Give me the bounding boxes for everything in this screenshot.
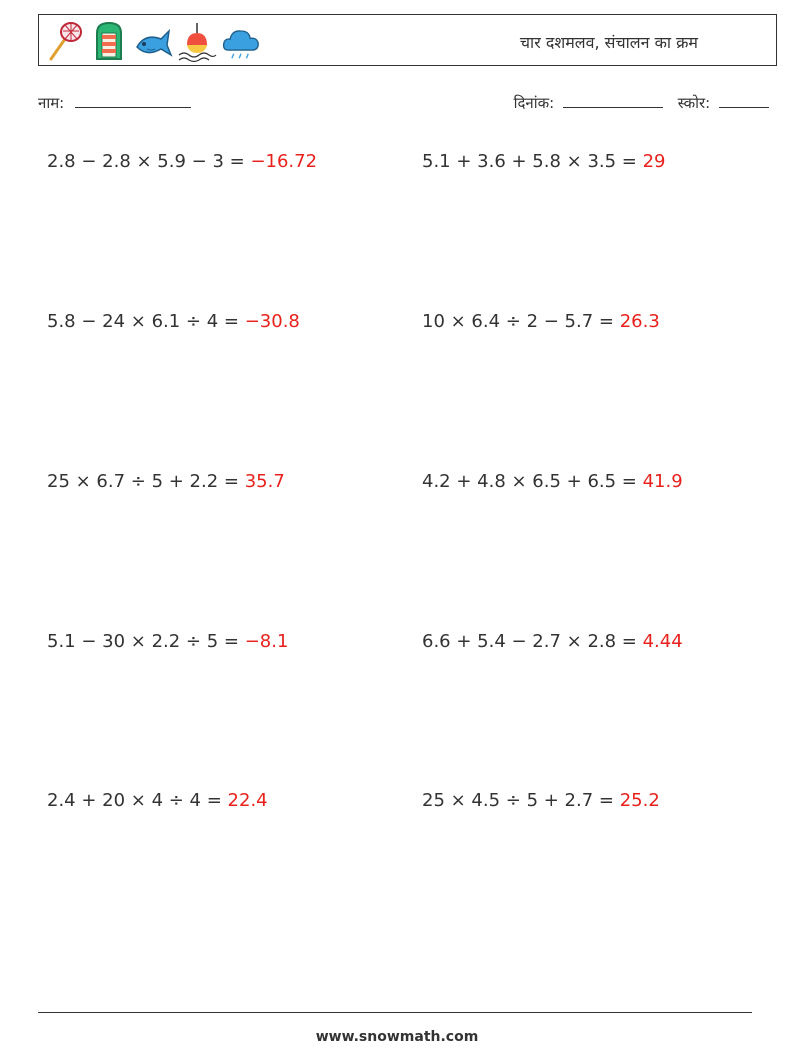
problem-answer: −30.8	[244, 311, 300, 332]
problem-answer: 26.3	[619, 311, 660, 332]
problem-answer: −16.72	[250, 151, 318, 172]
footer-site-link[interactable]: www.snowmath.com	[315, 1029, 479, 1045]
problem-expression: 4.2 + 4.8 × 6.5 + 6.5 =	[422, 471, 643, 492]
problem-answer: 4.44	[642, 631, 683, 652]
problem-answer: 35.7	[244, 471, 285, 492]
name-label: नाम:	[38, 94, 65, 112]
problem	[422, 631, 683, 652]
problem-expression: 10 × 6.4 ÷ 2 − 5.7 =	[422, 311, 620, 332]
problem-expression: 5.1 − 30 × 2.2 ÷ 5 =	[47, 631, 245, 652]
worksheet-title: चार दशमलव, संचालन का क्रम	[519, 33, 698, 52]
problem-expression: 2.4 + 20 × 4 ÷ 4 =	[47, 790, 228, 811]
problem-expression: 5.8 − 24 × 6.1 ÷ 4 =	[47, 311, 245, 332]
problem-expression: 5.1 + 3.6 + 5.8 × 3.5 =	[422, 151, 643, 172]
problem	[422, 790, 660, 811]
problem	[47, 151, 317, 172]
problem	[47, 631, 288, 652]
problem-answer: 29	[642, 151, 666, 172]
footer-divider	[38, 1012, 752, 1013]
problem-expression: 2.8 − 2.8 × 5.9 − 3 =	[47, 151, 251, 172]
problem-answer: 41.9	[642, 471, 683, 492]
problem-answer: −8.1	[244, 631, 289, 652]
problem	[47, 790, 268, 811]
problem-expression: 25 × 4.5 ÷ 5 + 2.7 =	[422, 790, 620, 811]
score-label: स्कोर:	[677, 94, 711, 112]
problem-answer: 22.4	[227, 790, 268, 811]
problem-expression: 25 × 6.7 ÷ 5 + 2.2 =	[47, 471, 245, 492]
date-label: दिनांक:	[513, 94, 555, 112]
problem	[422, 151, 666, 172]
problem	[422, 311, 660, 332]
problem	[47, 471, 285, 492]
problem-expression: 6.6 + 5.4 − 2.7 × 2.8 =	[422, 631, 643, 652]
problem	[422, 471, 683, 492]
problem-answer: 25.2	[619, 790, 660, 811]
problem	[47, 311, 300, 332]
